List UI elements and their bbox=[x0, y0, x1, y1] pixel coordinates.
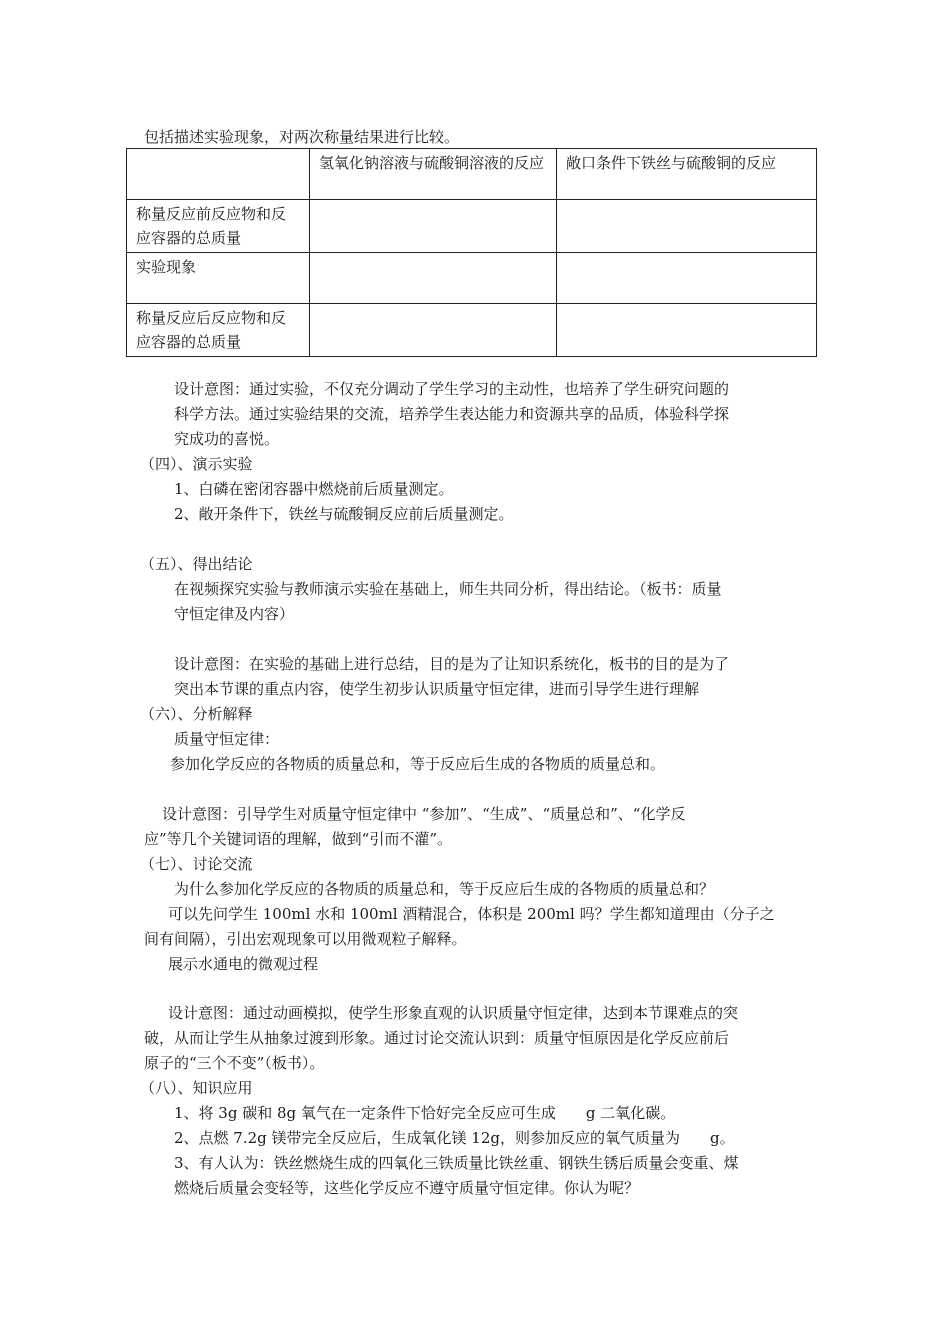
section-5-title: （五）、得出结论 bbox=[140, 555, 253, 573]
table-header-cell: 敞口条件下铁丝与硫酸铜的反应 bbox=[557, 149, 817, 200]
section-7-line-2: 可以先问学生 100ml 水和 100ml 酒精混合，体积是 200ml 吗？学生都知道理由（分子之 bbox=[168, 905, 775, 923]
intro-text: 包括描述实验现象，对两次称量结果进行比较。 bbox=[144, 128, 460, 146]
question-2-suffix: g。 bbox=[710, 1129, 735, 1147]
table-row bbox=[127, 304, 817, 357]
section-7-line-3: 间有间隔），引出宏观现象可以用微观粒子解释。 bbox=[144, 930, 467, 948]
section-7-title: （七）、讨论交流 bbox=[140, 855, 253, 873]
question-3-line-2: 燃烧后质量会变轻等，这些化学反应不遵守质量守恒定律。你认为呢？ bbox=[174, 1179, 640, 1197]
table-header-cell: 氢氧化钠溶液与硫酸铜溶液的反应 bbox=[310, 149, 557, 200]
section-5-line-2: 守恒定律及内容） bbox=[174, 605, 295, 623]
design-intent-3-line-2: 应”等几个关键词语的理解，做到“引而不灌”。 bbox=[144, 830, 453, 848]
table-header-row bbox=[127, 149, 817, 200]
table-cell bbox=[557, 304, 817, 357]
experiment-table bbox=[126, 148, 817, 357]
question-2-text: 2、点燃 7.2g 镁带完全反应后，生成氧化镁 12g，则参加反应的氧气质量为 bbox=[174, 1129, 680, 1147]
design-intent-2-line-1: 设计意图：在实验的基础上进行总结，目的是为了让知识系统化，板书的目的是为了 bbox=[174, 655, 730, 673]
row-label: 实验现象 bbox=[127, 253, 310, 304]
design-intent-3-line-1: 设计意图：引导学生对质量守恒定律中 “参加”、“生成”、“质量总和”、“化学反 bbox=[162, 805, 686, 823]
question-1-text: 1、将 3g 碳和 8g 氧气在一定条件下恰好完全反应可生成 bbox=[174, 1104, 556, 1122]
section-5-line-1: 在视频探究实验与教师演示实验在基础上，师生共同分析，得出结论。（板书：质量 bbox=[174, 580, 722, 598]
table-row bbox=[127, 200, 817, 253]
section-7-line-4: 展示水通电的微观过程 bbox=[168, 955, 319, 973]
question-1-suffix: g 二氧化碳。 bbox=[585, 1104, 676, 1122]
section-4-item-2: 2、敞开条件下，铁丝与硫酸铜反应前后质量测定。 bbox=[174, 505, 514, 523]
table-cell bbox=[310, 304, 557, 357]
table-cell bbox=[557, 253, 817, 304]
row-label: 称量反应后反应物和反应容器的总质量 bbox=[127, 304, 310, 357]
question-2 bbox=[174, 1127, 735, 1149]
design-intent-1-line-2: 科学方法。通过实验结果的交流，培养学生表达能力和资源共享的品质，体验科学探 bbox=[174, 405, 730, 423]
design-intent-4-line-2: 破，从而让学生从抽象过渡到形象。通过讨论交流认识到：质量守恒原因是化学反应前后 bbox=[144, 1029, 730, 1047]
question-3-line-1: 3、有人认为：铁丝燃烧生成的四氧化三铁质量比铁丝重、钢铁生锈后质量会变重、煤 bbox=[174, 1154, 739, 1172]
design-intent-1-line-3: 究成功的喜悦。 bbox=[174, 430, 280, 448]
section-6-title: （六）、分析解释 bbox=[140, 705, 253, 723]
row-label: 称量反应前反应物和反应容器的总质量 bbox=[127, 200, 310, 253]
section-6-line-1: 质量守恒定律： bbox=[174, 730, 280, 748]
table-header-cell bbox=[127, 149, 310, 200]
design-intent-1-line-1: 设计意图：通过实验，不仅充分调动了学生学习的主动性，也培养了学生研究问题的 bbox=[174, 380, 730, 398]
section-4-title: （四）、演示实验 bbox=[140, 455, 253, 473]
table-row bbox=[127, 253, 817, 304]
question-1 bbox=[174, 1102, 675, 1124]
design-intent-2-line-2: 突出本节课的重点内容，使学生初步认识质量守恒定律，进而引导学生进行理解 bbox=[174, 680, 700, 698]
table-cell bbox=[310, 200, 557, 253]
section-4-item-1: 1、白磷在密闭容器中燃烧前后质量测定。 bbox=[174, 480, 454, 498]
table-cell bbox=[310, 253, 557, 304]
design-intent-4-line-1: 设计意图：通过动画模拟，使学生形象直观的认识质量守恒定律，达到本节课难点的突 bbox=[168, 1004, 739, 1022]
section-7-line-1: 为什么参加化学反应的各物质的质量总和，等于反应后生成的各物质的质量总和？ bbox=[174, 880, 715, 898]
table-cell bbox=[557, 200, 817, 253]
design-intent-4-line-3: 原子的“三个不变”（板书）。 bbox=[144, 1054, 325, 1072]
section-8-title: （八）、知识应用 bbox=[140, 1079, 253, 1097]
section-6-line-2: 参加化学反应的各物质的质量总和，等于反应后生成的各物质的质量总和。 bbox=[170, 755, 666, 773]
